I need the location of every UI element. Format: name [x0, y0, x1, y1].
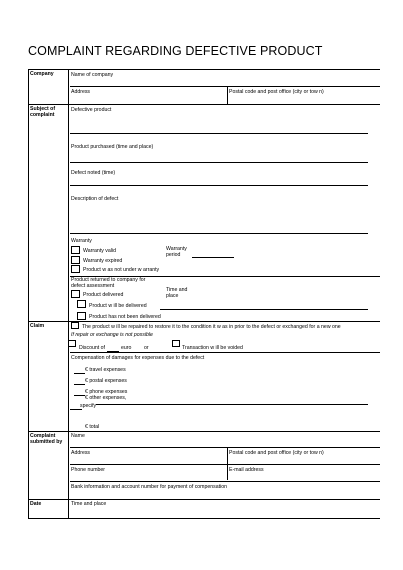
submitter-name-line[interactable] [70, 447, 380, 448]
time-place-line[interactable] [160, 309, 368, 310]
submitter-phone-label: Phone number [71, 467, 106, 473]
warranty-expired-checkbox[interactable] [71, 256, 80, 264]
void-label: Transaction w ill be voided [182, 345, 243, 351]
section-divider-submitter [28, 499, 380, 500]
repair-text: The product w ill be repaired to restore it to the condition it w as in prior to the defect or exchanged for a new one [82, 324, 341, 330]
document-title: COMPLAINT REGARDING DEFECTIVE PRODUCT [28, 44, 323, 58]
phone-expense-field[interactable] [74, 395, 85, 396]
phone-expense-label: € phone expenses [85, 389, 128, 395]
submitter-email-label: E-mail address [229, 467, 264, 473]
submitter-name-label: Name [71, 433, 85, 439]
if-repair-text: If repair or exchange is not possible [71, 332, 153, 338]
discount-checkbox[interactable] [68, 340, 76, 347]
subject-section-label-2: complaint [30, 112, 55, 118]
section-divider-claim [28, 431, 380, 432]
purchased-line[interactable] [70, 162, 368, 163]
description-label: Description of defect [71, 196, 119, 202]
returned-label-2: defect assessment [71, 283, 115, 289]
product-will-be-delivered-checkbox[interactable] [77, 300, 86, 308]
defect-noted-label: Defect noted (time) [71, 170, 116, 176]
company-name-label: Name of company [71, 72, 114, 78]
specify-line[interactable] [96, 404, 368, 405]
euro-label: euro [121, 345, 132, 351]
defect-noted-line[interactable] [70, 185, 368, 186]
or-label: or [144, 345, 149, 351]
warranty-expired-label: Warranty expired [83, 258, 123, 264]
table-bottom-border [28, 518, 380, 519]
specify-label: specify [80, 403, 97, 409]
warranty-period-label-2: period [166, 252, 181, 258]
date-section-label: Date [30, 501, 42, 507]
warranty-not-under-checkbox[interactable] [71, 265, 80, 273]
travel-expense-label: € travel expenses [85, 367, 126, 373]
submitter-phone-line[interactable] [70, 481, 380, 482]
warranty-valid-checkbox[interactable] [71, 246, 80, 254]
warranty-valid-label: Warranty valid [83, 248, 116, 254]
compensation-divider [70, 352, 380, 353]
submitter-address-label: Address [71, 450, 91, 456]
table-top-border [28, 69, 380, 70]
date-time-place-label: Time and place [71, 501, 107, 507]
postal-expense-label: € postal expenses [85, 378, 127, 384]
product-delivered-label: Product delivered [83, 292, 124, 298]
product-not-delivered-checkbox[interactable] [77, 312, 86, 320]
defective-product-label: Defective product [71, 107, 112, 113]
company-address-divider [227, 87, 228, 104]
company-postal-label: Postal code and post office (city or tow n) [229, 89, 324, 95]
compensation-label: Compensation of damages for expenses due to the defect [71, 355, 205, 361]
company-address-label: Address [71, 89, 91, 95]
time-place-label-2: place [166, 293, 179, 299]
discount-label: Discount of [79, 345, 105, 351]
time-place-label-1: Time and [166, 287, 188, 293]
other-expense-label: € other expenses, [85, 395, 127, 401]
claim-section-label: Claim [30, 323, 45, 329]
travel-expense-field[interactable] [74, 373, 85, 374]
column-divider [68, 69, 69, 519]
company-name-line[interactable] [70, 86, 380, 87]
repair-checkbox[interactable] [71, 322, 79, 329]
description-line[interactable] [70, 233, 368, 234]
submitter-postal-label: Postal code and post office (city or tow n) [229, 450, 324, 456]
other-expense-field[interactable] [70, 409, 82, 410]
postal-expense-field[interactable] [74, 384, 85, 385]
submitter-address-line[interactable] [70, 464, 380, 465]
table-left-border [28, 69, 29, 519]
void-checkbox[interactable] [172, 340, 180, 347]
section-divider-company [28, 104, 380, 105]
returned-label-1: Product returned to company for [71, 277, 146, 283]
warranty-period-label-1: Warranty [166, 246, 187, 252]
product-delivered-checkbox[interactable] [71, 290, 80, 298]
warranty-period-field[interactable] [192, 257, 234, 258]
submitter-section-label-1: Complaint [30, 433, 56, 439]
submitter-section-label-2: submitted by [30, 439, 63, 445]
total-label: € total [85, 424, 100, 430]
section-divider-subject [28, 321, 380, 322]
purchased-label: Product purchased (time and place) [71, 144, 154, 150]
product-will-be-delivered-label: Product w ill be delivered [89, 303, 147, 309]
product-not-delivered-label: Product has not been delivered [89, 314, 161, 320]
subject-section-label-1: Subject of [30, 106, 56, 112]
warranty-not-under-label: Product w as not under w arranty [83, 267, 160, 273]
submitter-bank-label: Bank information and account number for payment of compensation [71, 484, 228, 490]
company-section-label: Company [30, 71, 54, 77]
defective-product-line[interactable] [70, 133, 368, 134]
warranty-label: Warranty [71, 238, 92, 244]
